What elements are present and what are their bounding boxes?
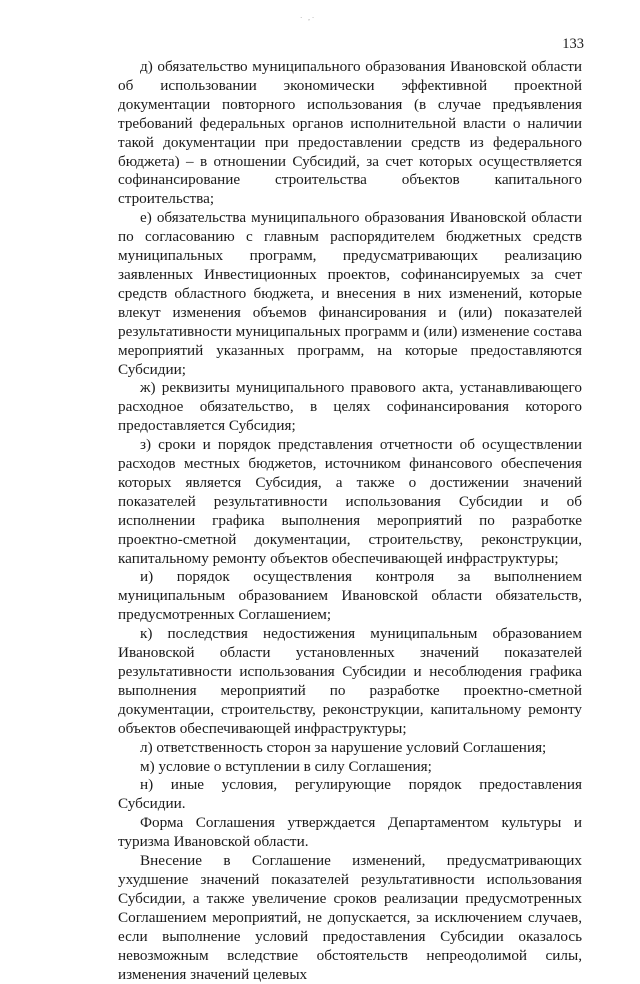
paragraph-i: и) порядок осуществления контроля за выполнением муниципальным образованием Ивановской области обязательств, предусмотренных Соглашением;	[118, 568, 582, 624]
paragraph-l: л) ответственность сторон за нарушение условий Соглашения;	[140, 738, 547, 756]
paragraph-zh: ж) реквизиты муниципального правового акта, устанавливающего расходное обязательство, в целях софинансирования которого предоставляется Субсидия;	[118, 379, 582, 435]
paragraph-d: д) обязательство муниципального образования Ивановской области об использовании экономически эффективной проектной документации повторного использования (в случае предъявления требований федеральных органов исполнительной власти о наличии такой документации при предоставлении средств из федерального бюджета) – в отношении Субсидий, за счет которых осуществляется софинансирование строительства объектов капитального строительства;	[118, 58, 582, 208]
paragraph-agreement-form: Форма Соглашения утверждается Департаментом культуры и туризма Ивановской области.	[118, 814, 582, 851]
paragraph-m: м) условие о вступлении в силу Соглашения;	[140, 757, 432, 775]
page-number: 133	[562, 36, 584, 52]
scan-speck: · ,·	[300, 14, 317, 22]
paragraph-z: з) сроки и порядок представления отчетности об осуществлении расходов местных бюджетов, источником финансового обеспечения которых является Субсидия, а также о достижении значений показателей результативности использования Субсидии и об исполнении графика выполнения мероприятий по разработке проектно-сметной документации, строительству, реконструкции, капитальному ремонту объектов обеспечивающей инфраструктуры;	[118, 436, 582, 567]
paragraph-n: н) иные условия, регулирующие порядок предоставления Субсидии.	[118, 776, 582, 813]
paragraph-amendments: Внесение в Соглашение изменений, предусматривающих ухудшение значений показателей результативности использования Субсидии, а также увеличение сроков реализации предусмотренных Соглашением мероприятий, не допускается, за исключением случаев, если выполнение условий предоставления Субсидии оказалось невозможным вследствие обстоятельств непреодолимой силы, изменения значений целевых	[118, 852, 582, 983]
paragraph-k: к) последствия недостижения муниципальным образованием Ивановской области установленных значений показателей результативности использования Субсидии и несоблюдения графика выполнения мероприятий по разработке проектно-сметной документации, строительству, реконструкции, капитальному ремонту объектов обеспечивающей инфраструктуры;	[118, 625, 582, 737]
paragraph-e: е) обязательства муниципального образования Ивановской области по согласованию с главным распорядителем бюджетных средств муниципальных программ, предусматривающих реализацию заявленных Инвестиционных проектов, софинансируемых за счет средств областного бюджета, и внесения в них изменений, которые влекут изменения объемов финансирования и (или) показателей результативности муниципальных программ и (или) изменение состава мероприятий указанных программ, на которые предоставляются Субсидии;	[118, 209, 582, 378]
document-body	[118, 58, 582, 984]
